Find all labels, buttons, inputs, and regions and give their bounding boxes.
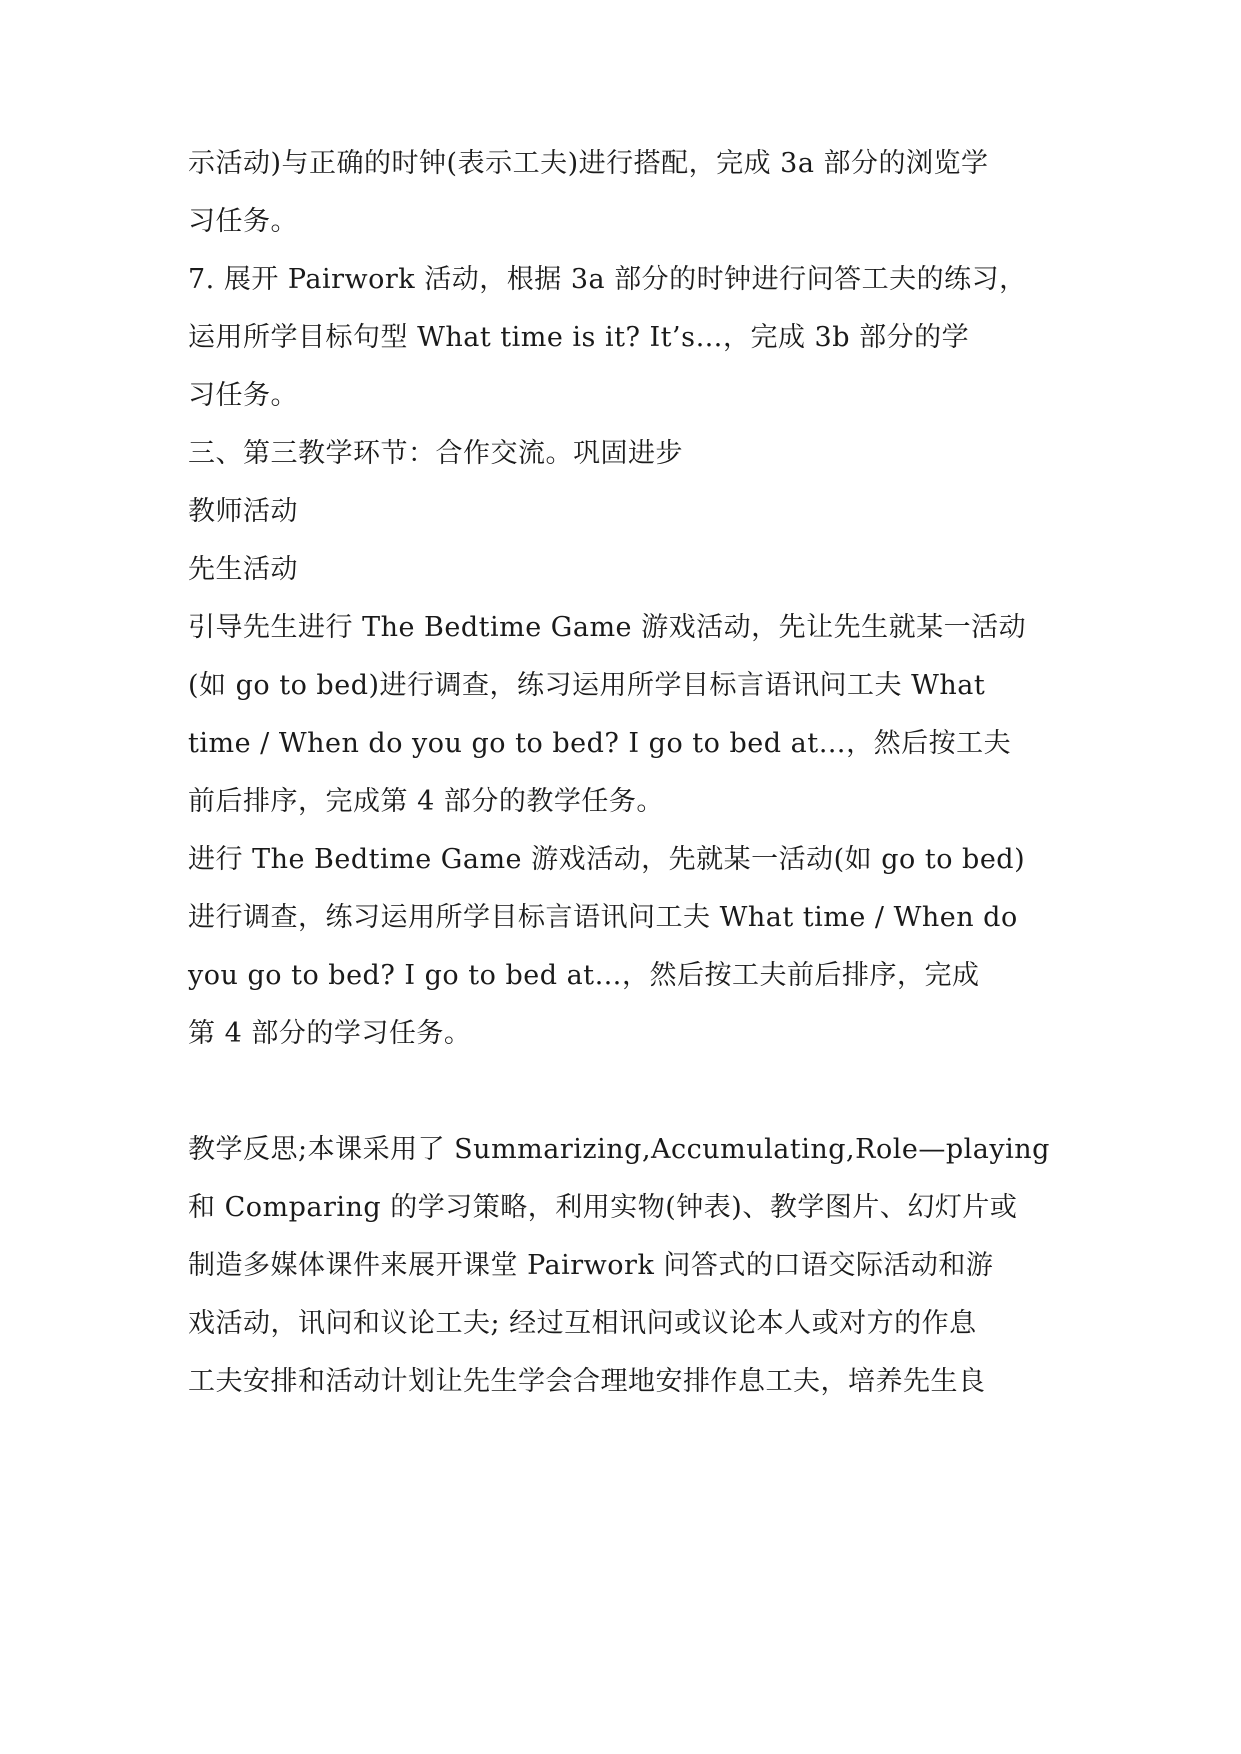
text-line: 运用所学目标句型 What time is it? It’s…，完成 3b 部分的学 [188,322,970,353]
text-line: time / When do you go to bed? I go to bed at…，然后按工夫 [188,728,1012,759]
text-line: 教师活动 [188,496,298,527]
text-line: 进行调查，练习运用所学目标言语讯问工夫 What time / When do [188,902,1018,933]
text-line: (如 go to bed)进行调查，练习运用所学目标言语讯问工夫 What [188,670,986,701]
text-line: 习任务。 [188,206,298,237]
text-line: 制造多媒体课件来展开课堂 Pairwork 问答式的口语交际活动和游 [188,1250,994,1281]
text-line: 工夫安排和活动计划让先生学会合理地安排作息工夫，培养先生良 [188,1366,986,1397]
text-line: 戏活动，讯问和议论工夫; 经过互相讯问或议论本人或对方的作息 [188,1308,977,1339]
text-line: 示活动)与正确的时钟(表示工夫)进行搭配，完成 3a 部分的浏览学 [188,148,989,179]
text-line: 和 Comparing 的学习策略，利用实物(钟表)、教学图片、幻灯片或 [188,1192,1018,1223]
text-line: 引导先生进行 The Bedtime Game 游戏活动，先让先生就某一活动 [188,612,1027,643]
text-line: 先生活动 [188,554,298,585]
text-line: 7. 展开 Pairwork 活动，根据 3a 部分的时钟进行问答工夫的练习， [188,264,1027,295]
text-line: 教学反思;本课采用了 Summarizing,Accumulating,Role—playing [188,1134,1050,1165]
text-line: 前后排序，完成第 4 部分的教学任务。 [188,786,664,817]
section-heading: 三、第三教学环节：合作交流。巩固进步 [188,438,683,469]
text-line: you go to bed? I go to bed at…，然后按工夫前后排序，完成 [188,960,980,991]
text-line: 习任务。 [188,380,298,411]
text-line: 进行 The Bedtime Game 游戏活动，先就某一活动(如 go to bed) [188,844,1026,875]
text-line: 第 4 部分的学习任务。 [188,1018,472,1049]
